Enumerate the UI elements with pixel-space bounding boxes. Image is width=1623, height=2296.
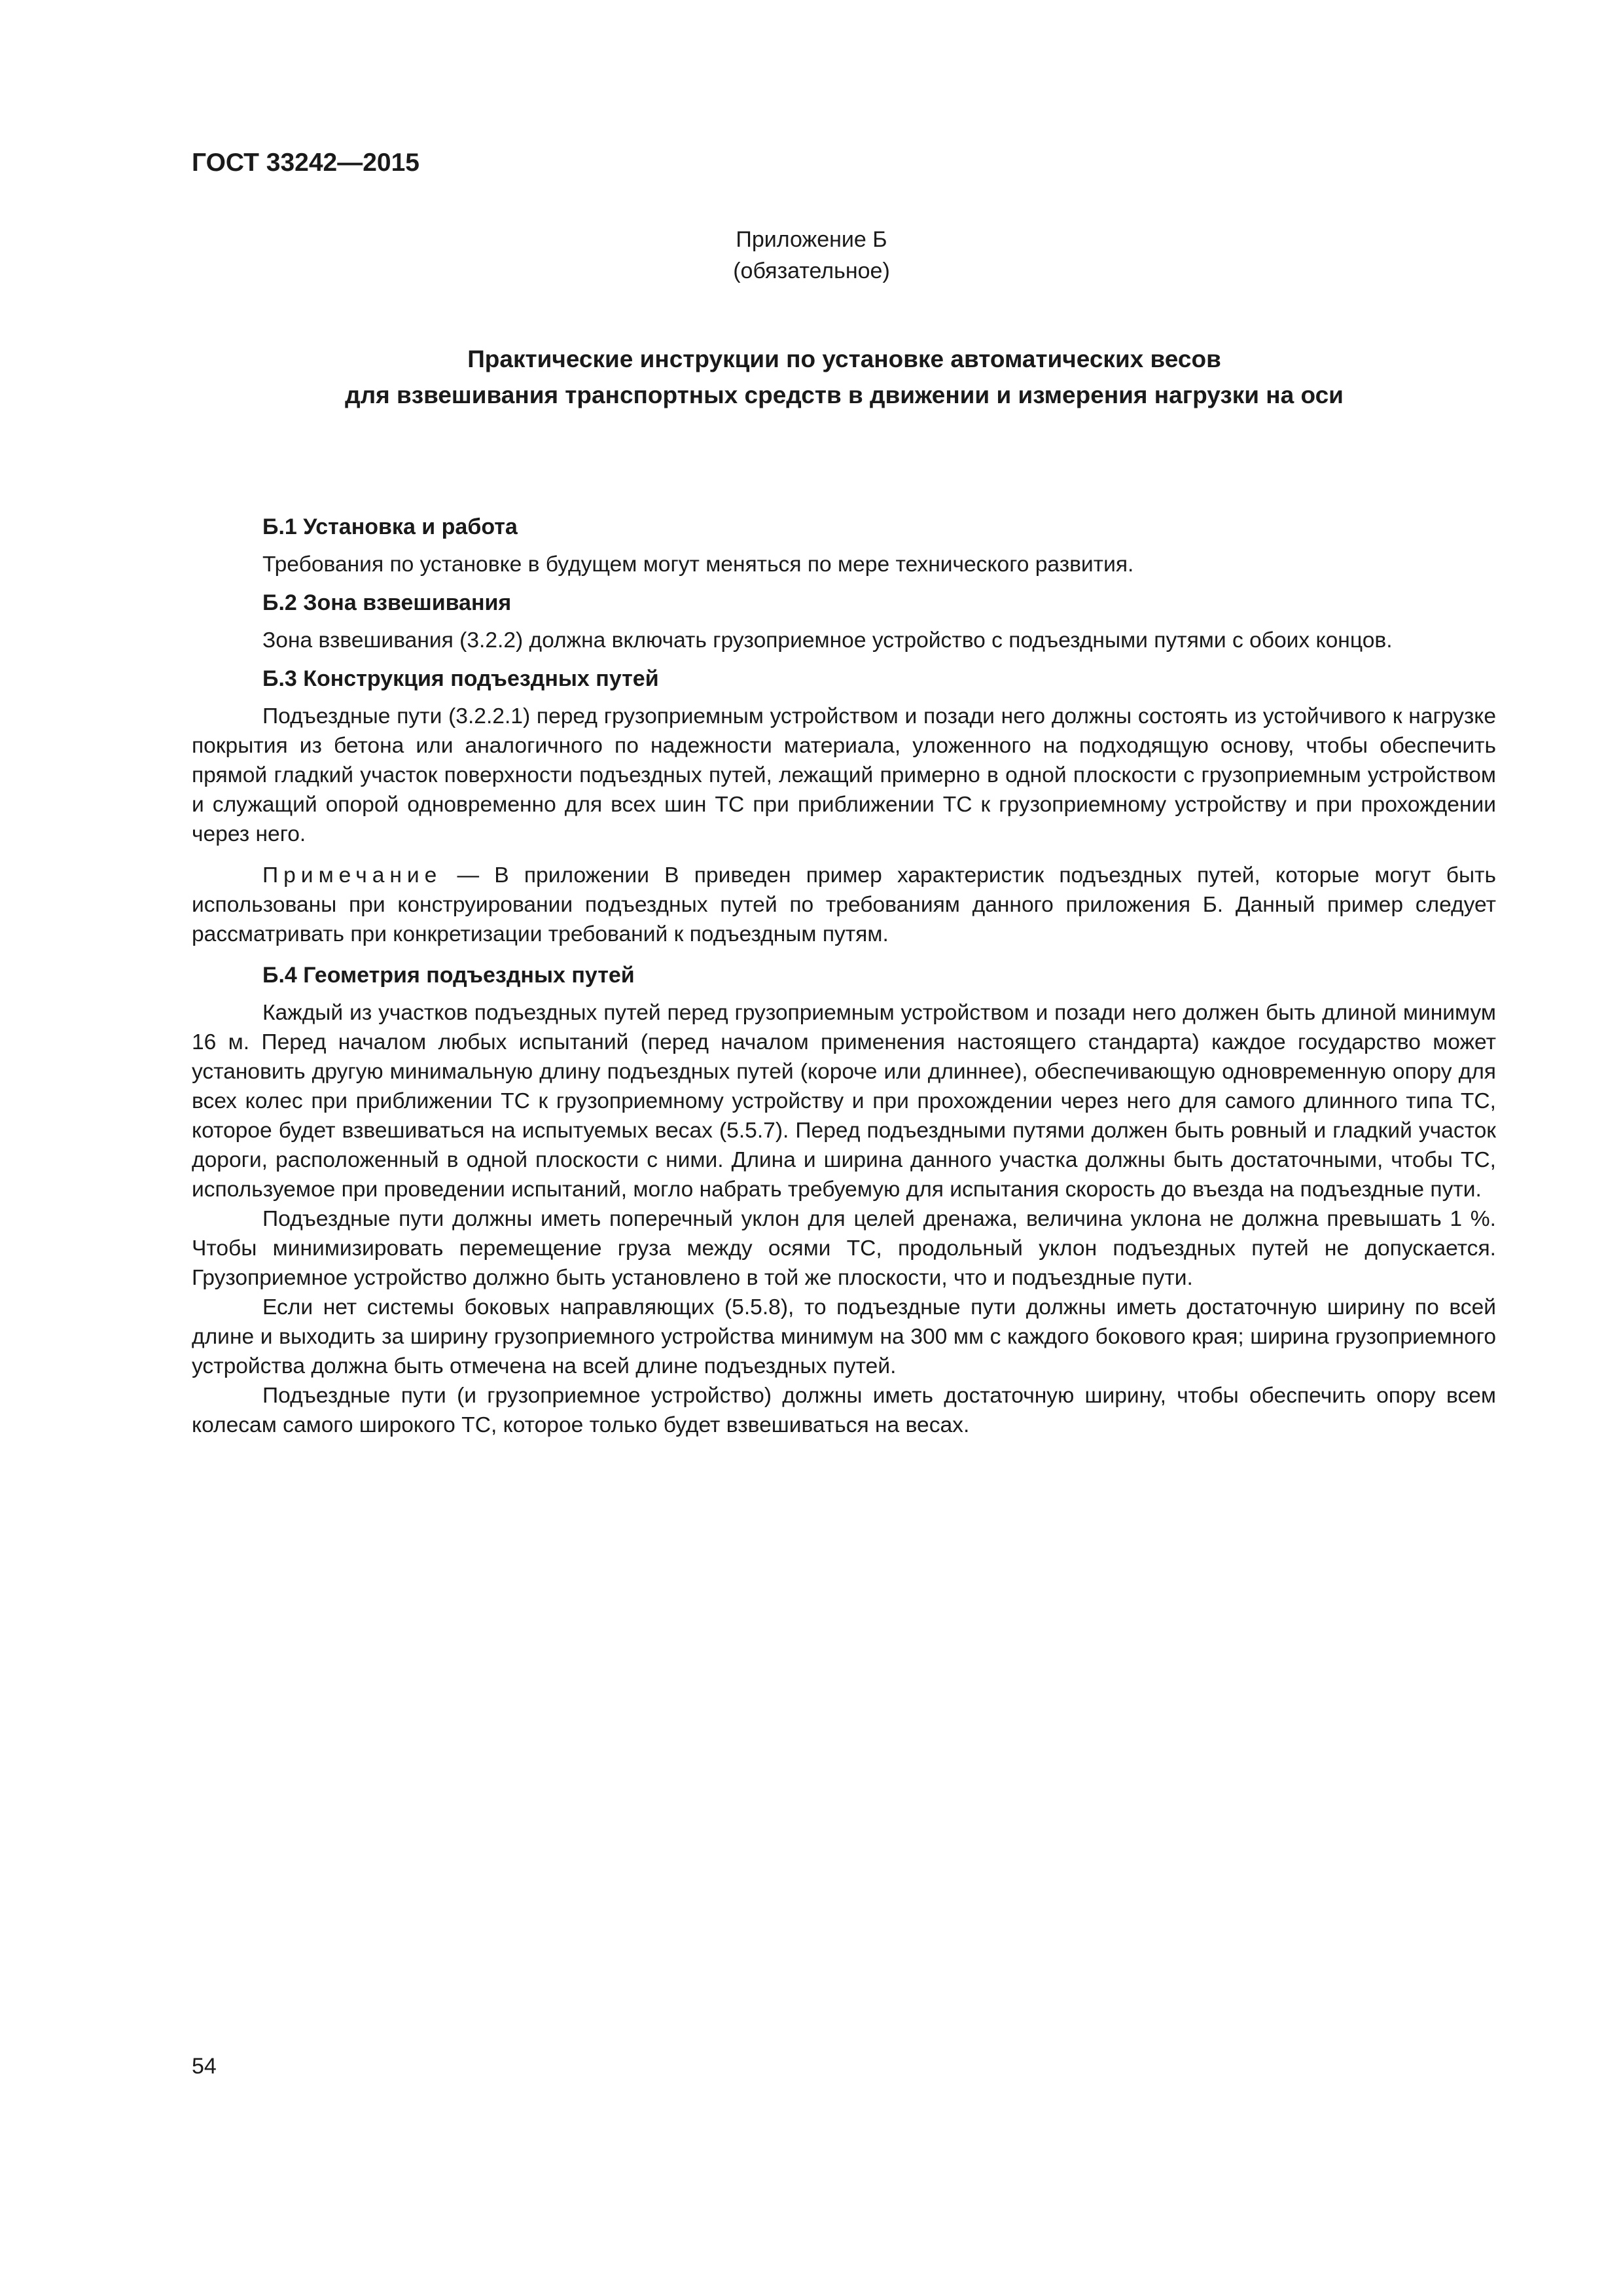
section-heading-b1: Б.1 Установка и работа	[262, 514, 518, 539]
appendix-title-line-2: для взвешивания транспортных средств в движении и измерения нагрузки на оси	[345, 382, 1344, 408]
section-b2-paragraph: Зона взвешивания (3.2.2) должна включать грузоприемное устройство с подъездными путями с обоих концов.	[262, 628, 1393, 653]
section-heading-b4: Б.4 Геометрия подъездных путей	[262, 963, 635, 988]
appendix-label-block	[0, 224, 1623, 287]
appendix-title-line-1: Практические инструкции по установке автоматических весов	[467, 346, 1221, 372]
section-b4-paragraph-3: Если нет системы боковых направляющих (5.5.8), то подъездные пути должны иметь достаточную ширину по всей длине и выходить за ширину грузоприемного устройства минимум на 300 мм с каждого бокового края; ширина грузоприемного устройства должна быть отмечена на всей длине подъездных путей.	[192, 1295, 1496, 1378]
note-label: Примечание	[262, 863, 442, 888]
appendix-title	[196, 341, 1492, 413]
document-body	[192, 512, 1496, 1440]
section-b4-paragraph-2: Подъездные пути должны иметь поперечный уклон для целей дренажа, величина уклона не должна превышать 1 %. Чтобы минимизировать перемещение груза между осями ТС, продольный уклон подъездных путей не допускается. Грузоприемное устройство должно быть установлено в той же плоскости, что и подъездные пути.	[192, 1207, 1496, 1290]
document-id: ГОСТ 33242—2015	[192, 149, 419, 177]
note-paragraph	[192, 861, 1496, 949]
section-b4-paragraph-4: Подъездные пути (и грузоприемное устройство) должны иметь достаточную ширину, чтобы обеспечить опору всем колесам самого широкого ТС, которое только будет взвешиваться на весах.	[192, 1384, 1496, 1437]
section-b4-paragraph-1: Каждый из участков подъездных путей перед грузоприемным устройством и позади него должен быть длиной минимум 16 м. Перед началом любых испытаний (перед началом применения настоящего стандарта) каждое государство может установить другую минимальную длину подъездных путей (короче или длиннее), обеспечивающую одновременную опору для всех колес при приближении ТС к грузоприемному устройству и при прохождении через него для самого длинного типа ТС, которое будет взвешиваться на испытуемых весах (5.5.7). Перед подъездными путями должен быть ровный и гладкий участок дороги, расположенный в одной плоскости с ними. Длина и ширина данного участка должны быть достаточными, чтобы ТС, используемое при проведении испытаний, могло набрать требуемую для испытания скорость до въезда на подъездные пути.	[192, 1001, 1496, 1202]
section-b3-paragraph: Подъездные пути (3.2.2.1) перед грузоприемным устройством и позади него должны состоять из устойчивого к нагрузке покрытия из бетона или аналогичного по надежности материала, уложенного на подходящую основу, чтобы обеспечить прямой гладкий участок поверхности подъездных путей, лежащий примерно в одной плоскости с грузоприемным устройством и служащий опорой одновременно для всех шин ТС при приближении ТС к грузоприемному устройству и при прохождении через него.	[192, 704, 1496, 846]
page-number: 54	[192, 2054, 217, 2079]
section-heading-b3: Б.3 Конструкция подъездных путей	[262, 666, 659, 691]
appendix-status: (обязательное)	[733, 259, 890, 283]
appendix-name: Приложение Б	[736, 227, 887, 252]
note-text: — В приложении В приведен пример характеристик подъездных путей, которые могут быть использованы при конструировании подъездных путей по требованиям данного приложения Б. Данный пример следует рассматривать при конкретизации требований к подъездным путям.	[192, 863, 1496, 946]
section-heading-b2: Б.2 Зона взвешивания	[262, 590, 512, 615]
section-b1-paragraph: Требования по установке в будущем могут меняться по мере технического развития.	[262, 552, 1134, 577]
